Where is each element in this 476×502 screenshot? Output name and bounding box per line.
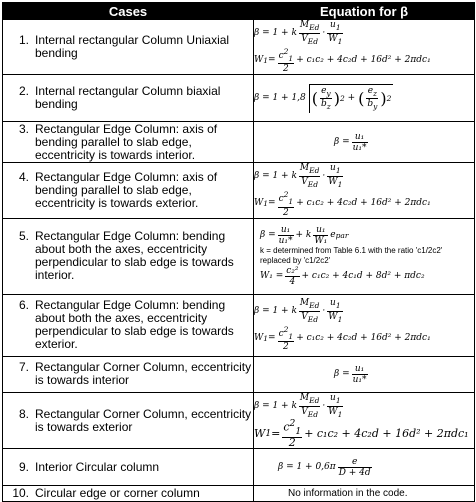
cases-table xyxy=(2,2,475,502)
w-equation: W₁ = $\frac{\text{c₂²}}{4}$ + c₁c₂ + 4c₁d + 8d² + πdc₂ xyxy=(260,266,425,288)
case-cell xyxy=(3,449,254,486)
case-cell xyxy=(3,122,254,163)
table-row xyxy=(3,486,475,502)
case-text: Internal rectangular Column biaxial bending xyxy=(35,84,221,112)
equation-cell xyxy=(254,294,475,356)
no-information-text: No information in the code. xyxy=(288,488,408,500)
table-row xyxy=(3,356,475,392)
w-equation: W 1 = $\frac{c^2_1}{2}$ + c₁c₂ + 4c₂d + 16d² + 2πdc₁ xyxy=(254,324,431,353)
beta-equation: β = $\frac{\text{u₁}}{\text{u₁*}}$ xyxy=(334,131,367,153)
beta-equation: β = 1 + k $\frac{M_{Ed}}{V_{Ed}}$ · $\frac{u_1}{W_1}$ xyxy=(254,392,343,419)
table-row xyxy=(3,75,475,122)
equation-cell xyxy=(254,122,475,163)
case-number: 8. xyxy=(18,406,29,421)
header-cases: Cases xyxy=(3,3,254,20)
beta-equation: β = 1 + k $\frac{M_{Ed}}{V_{Ed}}$ · $\frac{u_1}{W_1}$ xyxy=(254,20,343,46)
table-row xyxy=(3,392,475,448)
beta-equation: β = $\frac{\text{u₁}}{\text{u₁*}}$ + k $\frac{\text{u₁}}{\text{W₁}}$ e par xyxy=(260,225,349,247)
case-text: Interior Circular column xyxy=(35,459,160,474)
case-cell xyxy=(3,20,254,75)
w-equation: W 1 = $\frac{c^2_1}{2}$ + c₁c₂ + 4c₂d + 16d² + 2πdc₁ xyxy=(254,418,469,450)
case-number: 9. xyxy=(18,459,29,474)
case-text: Circular edge or corner column xyxy=(35,486,200,501)
k-note: k = determined from Table 6.1 with the ratio 'c1/2c2' replaced by 'c1/2c2' xyxy=(260,246,443,266)
equation-cell xyxy=(254,163,475,218)
beta-equation: β = 1 + 1,8 ( $\frac{e_y}{b_z}$ ) 2 + ( $\frac{e_z}{b_y}$ ) 2 xyxy=(254,85,392,112)
equation-cell xyxy=(254,75,475,122)
table-row xyxy=(3,294,475,356)
case-cell xyxy=(3,75,254,122)
case-cell xyxy=(3,392,254,448)
case-number: 5. xyxy=(18,229,29,244)
case-number: 7. xyxy=(18,360,29,375)
table-row xyxy=(3,20,475,75)
case-number: 6. xyxy=(18,298,29,313)
case-text: Rectangular Corner Column, eccentricity is towards exterior xyxy=(35,406,252,434)
equation-cell xyxy=(254,20,475,75)
beta-equation: β = $\frac{\text{u₁}}{\text{u₁*}}$ xyxy=(334,363,367,385)
case-text: Rectangular Edge Column: bending about both the axes, eccentricity perpendicular to slab edge is towards interior. xyxy=(35,229,234,283)
w-equation: W 1 = $\frac{c^2_1}{2}$ + c₁c₂ + 4c₂d + 16d² + 2πdc₁ xyxy=(254,189,431,218)
beta-equation: β = 1 + k $\frac{M_{Ed}}{V_{Ed}}$ · $\frac{u_1}{W_1}$ xyxy=(254,163,343,189)
case-cell xyxy=(3,218,254,294)
case-number: 1. xyxy=(18,33,29,48)
case-cell xyxy=(3,163,254,218)
case-text: Rectangular Edge Column: axis of bending parallel to slab edge, eccentricity is towards exterior. xyxy=(35,170,218,211)
case-number: 10. xyxy=(12,486,29,501)
equation-cell xyxy=(254,392,475,448)
beta-equation: β = 1 + k $\frac{M_{Ed}}{V_{Ed}}$ · $\frac{u_1}{W_1}$ xyxy=(254,298,343,324)
case-text: Internal rectangular Column Uniaxial bending xyxy=(35,33,230,61)
w-equation: W 1 = $\frac{c^2_1}{2}$ + c₁c₂ + 4c₂d + 16d² + 2πdc₁ xyxy=(254,46,431,75)
equation-cell xyxy=(254,486,475,502)
case-number: 2. xyxy=(18,84,29,99)
case-number: 3. xyxy=(18,121,29,136)
table-row xyxy=(3,163,475,218)
case-cell xyxy=(3,294,254,356)
case-number: 4. xyxy=(18,170,29,185)
equation-cell xyxy=(254,449,475,486)
table-row xyxy=(3,218,475,294)
case-cell xyxy=(3,486,254,502)
equation-cell xyxy=(254,356,475,392)
header-equation: Equation for β xyxy=(254,3,475,20)
table-row xyxy=(3,122,475,163)
case-text: Rectangular Edge Column: axis of bending parallel to slab edge, eccentricity is towards interior. xyxy=(35,121,218,162)
case-text: Rectangular Edge Column: bending about both the axes, eccentricity perpendicular to slab edge is towards exterior. xyxy=(35,298,234,352)
beta-equation: β = 1 + 0,6π $\frac{e}{D + 4d}$ xyxy=(278,456,371,478)
header-row xyxy=(3,3,475,20)
equation-cell xyxy=(254,218,475,294)
table-row xyxy=(3,449,475,486)
case-text: Rectangular Corner Column, eccentricity is towards interior xyxy=(35,360,252,388)
case-cell xyxy=(3,356,254,392)
